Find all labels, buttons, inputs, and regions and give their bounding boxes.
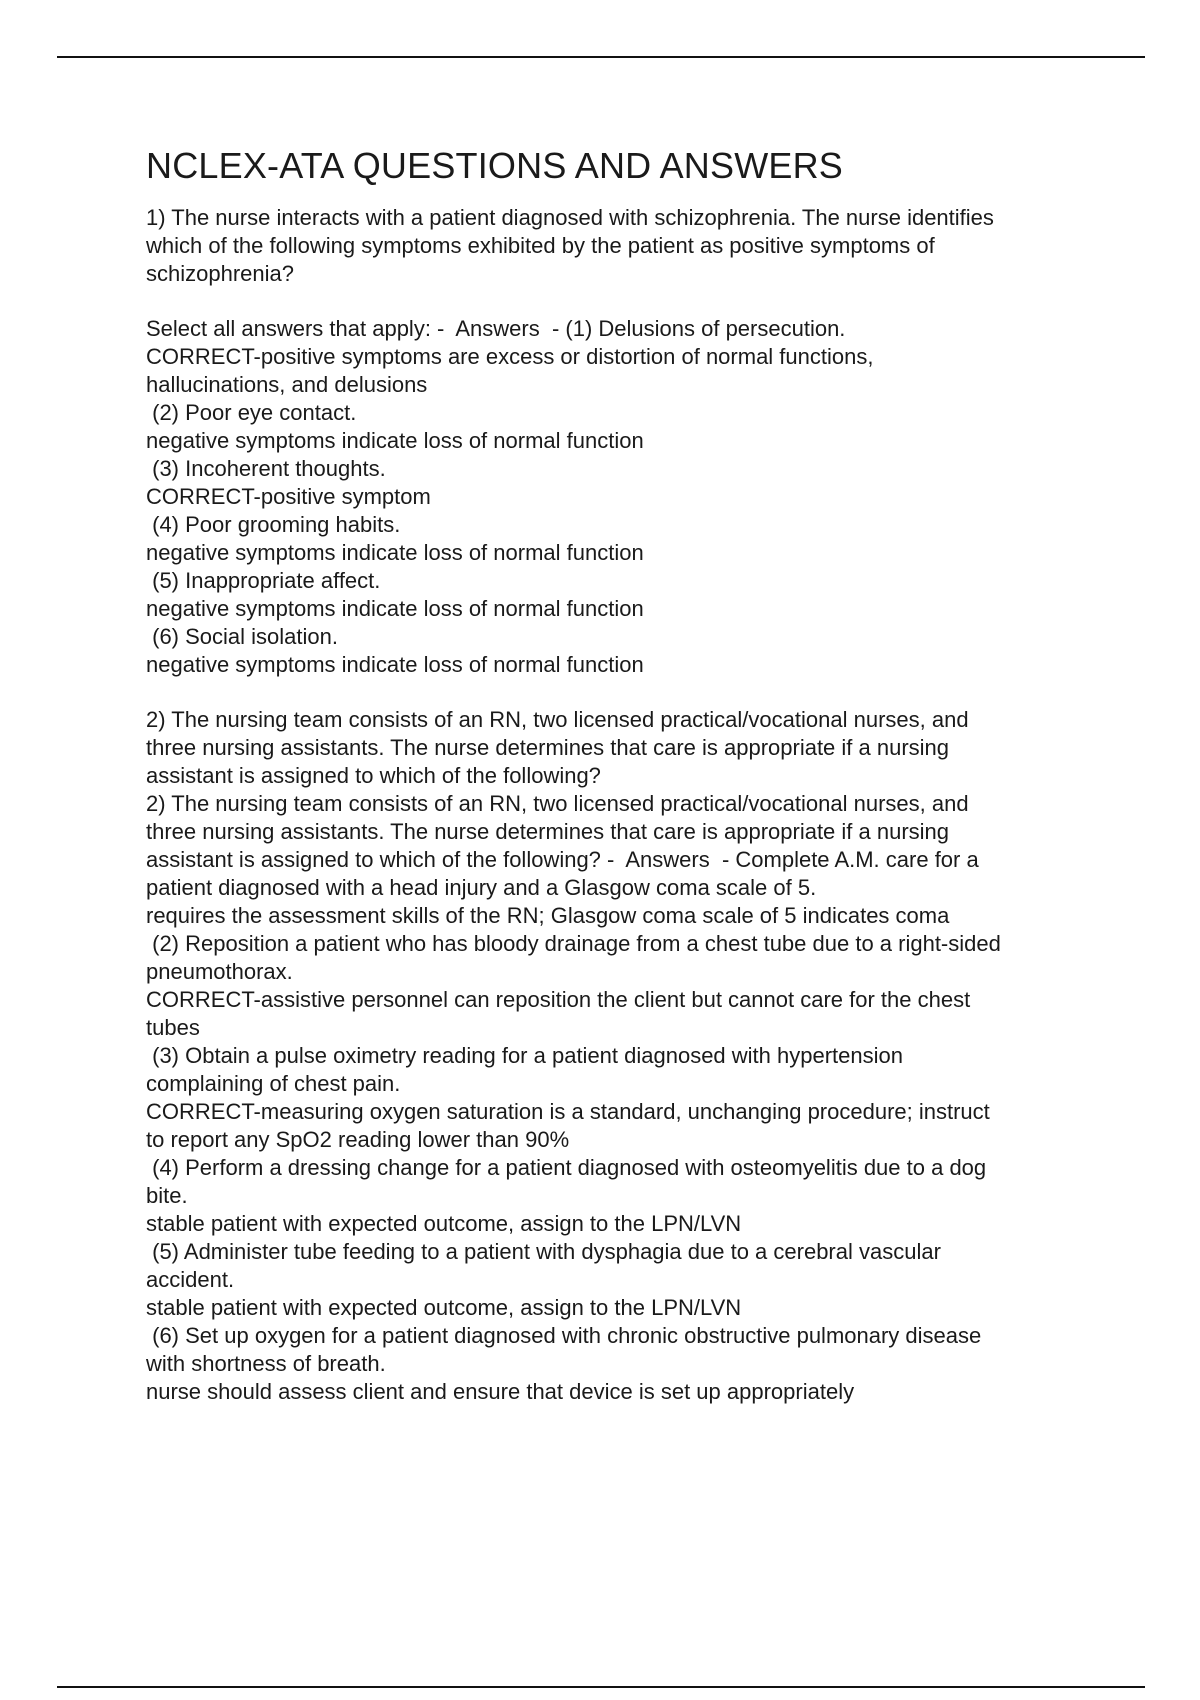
text-line: (2) Reposition a patient who has bloody drainage from a chest tube due to a right-sided — [146, 931, 1001, 956]
text-line: hallucinations, and delusions — [146, 372, 428, 397]
text-line: (6) Set up oxygen for a patient diagnosed with chronic obstructive pulmonary disease — [146, 1323, 982, 1348]
text-line: tubes — [146, 1015, 200, 1040]
text-line: (4) Perform a dressing change for a patient diagnosed with osteomyelitis due to a dog — [146, 1155, 987, 1180]
text-line: stable patient with expected outcome, assign to the LPN/LVN — [146, 1211, 742, 1236]
text-line: CORRECT-assistive personnel can reposition the client but cannot care for the chest — [146, 987, 971, 1012]
text-line: (5) Administer tube feeding to a patient with dysphagia due to a cerebral vascular — [146, 1239, 941, 1264]
text-line: (2) Poor eye contact. — [146, 400, 357, 425]
text-line: negative symptoms indicate loss of normal function — [146, 540, 644, 565]
text-line: 2) The nursing team consists of an RN, two licensed practical/vocational nurses, and — [146, 707, 969, 732]
text-line: 1) The nurse interacts with a patient diagnosed with schizophrenia. The nurse identifies — [146, 205, 994, 230]
text-line: CORRECT-positive symptoms are excess or distortion of normal functions, — [146, 344, 874, 369]
text-line: pneumothorax. — [146, 959, 293, 984]
text-line: patient diagnosed with a head injury and a Glasgow coma scale of 5. — [146, 875, 817, 900]
text-line: to report any SpO2 reading lower than 90% — [146, 1127, 570, 1152]
question-1-answers — [146, 315, 1106, 679]
text-line: (5) Inappropriate affect. — [146, 568, 381, 593]
document-title: NCLEX-ATA QUESTIONS AND ANSWERS — [146, 145, 844, 186]
question-1 — [146, 204, 1106, 288]
paragraph-gap — [146, 288, 1106, 315]
text-line: with shortness of breath. — [146, 1351, 386, 1376]
text-line: schizophrenia? — [146, 261, 294, 286]
text-line: three nursing assistants. The nurse determines that care is appropriate if a nursing — [146, 735, 950, 760]
text-line: nurse should assess client and ensure that device is set up appropriately — [146, 1379, 855, 1404]
text-line: CORRECT-measuring oxygen saturation is a standard, unchanging procedure; instruct — [146, 1099, 990, 1124]
text-line: (3) Incoherent thoughts. — [146, 456, 386, 481]
text-line: (6) Social isolation. — [146, 624, 338, 649]
text-line: (3) Obtain a pulse oximetry reading for a patient diagnosed with hypertension — [146, 1043, 903, 1068]
text-line: stable patient with expected outcome, assign to the LPN/LVN — [146, 1295, 742, 1320]
text-line: assistant is assigned to which of the following? — [146, 763, 601, 788]
text-line: negative symptoms indicate loss of normal function — [146, 428, 644, 453]
text-line: requires the assessment skills of the RN; Glasgow coma scale of 5 indicates coma — [146, 903, 950, 928]
text-line: negative symptoms indicate loss of normal function — [146, 652, 644, 677]
text-line: CORRECT-positive symptom — [146, 484, 431, 509]
text-line: complaining of chest pain. — [146, 1071, 401, 1096]
text-line: 2) The nursing team consists of an RN, two licensed practical/vocational nurses, and — [146, 791, 969, 816]
top-rule — [57, 56, 1145, 58]
text-line: bite. — [146, 1183, 188, 1208]
text-line: (4) Poor grooming habits. — [146, 512, 401, 537]
text-line: Select all answers that apply: - Answers - (1) Delusions of persecution. — [146, 316, 846, 341]
text-line: negative symptoms indicate loss of normal function — [146, 596, 644, 621]
text-line: three nursing assistants. The nurse determines that care is appropriate if a nursing — [146, 819, 950, 844]
text-line: assistant is assigned to which of the following? - Answers - Complete A.M. care for a — [146, 847, 979, 872]
document-body — [146, 138, 1106, 1406]
question-2 — [146, 706, 1106, 1406]
bottom-rule — [57, 1686, 1145, 1688]
text-line: accident. — [146, 1267, 235, 1292]
paragraph-gap — [146, 679, 1106, 706]
text-line: which of the following symptoms exhibited by the patient as positive symptoms of — [146, 233, 935, 258]
